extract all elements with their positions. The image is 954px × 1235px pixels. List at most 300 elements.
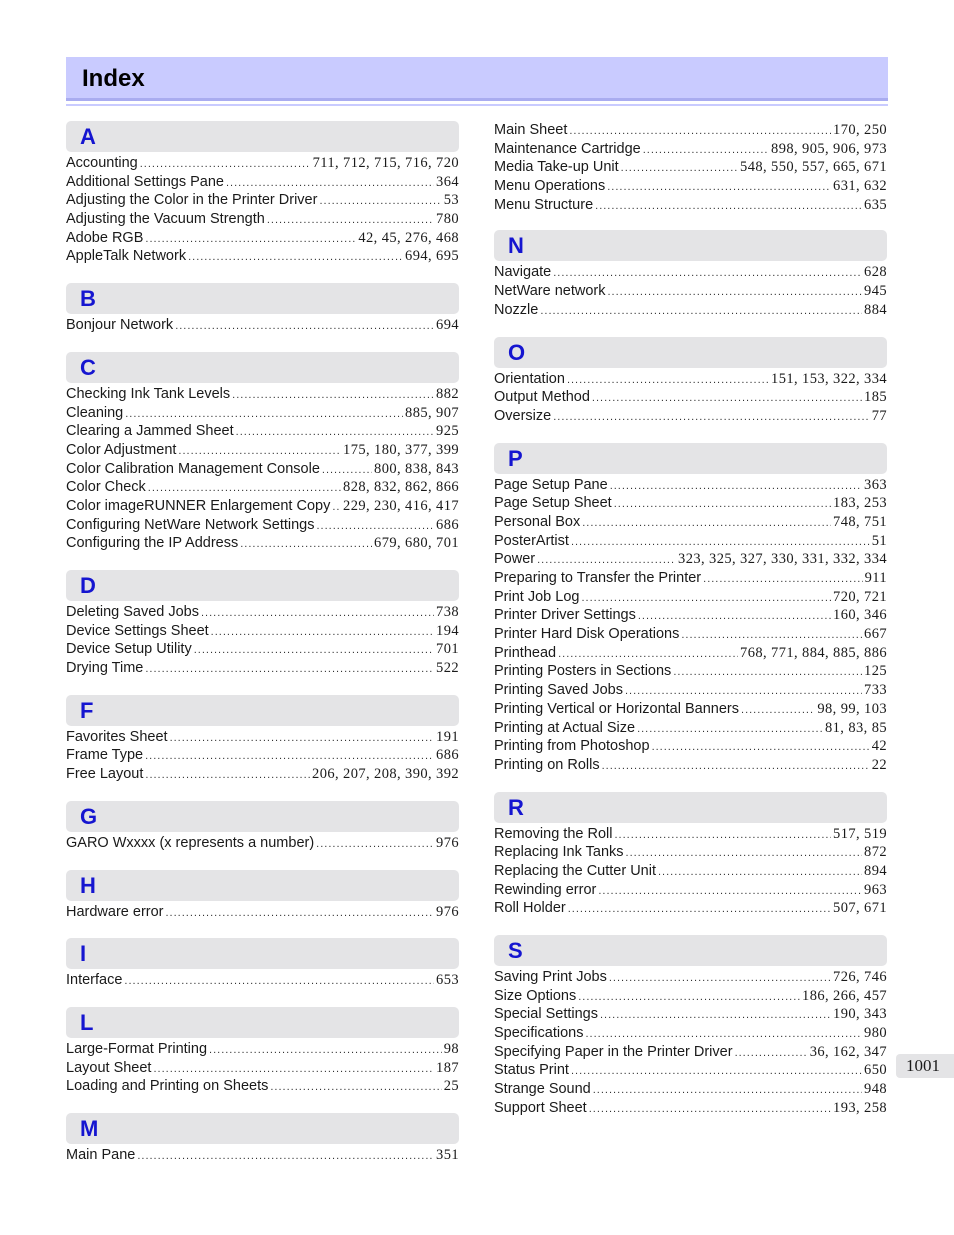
index-term: Adjusting the Vacuum Strength bbox=[66, 211, 265, 228]
index-entry[interactable] bbox=[494, 756, 887, 775]
page-references[interactable]: 81, 83, 85 bbox=[825, 719, 887, 736]
dot-leader bbox=[316, 517, 434, 536]
index-term: Favorites Sheet bbox=[66, 728, 168, 745]
index-entry[interactable] bbox=[66, 316, 459, 335]
index-entry[interactable] bbox=[494, 606, 887, 625]
index-entry[interactable] bbox=[494, 301, 887, 320]
page-references[interactable]: 898, 905, 906, 973 bbox=[771, 140, 887, 157]
index-entry[interactable] bbox=[66, 247, 459, 266]
index-term: Printing on Rolls bbox=[494, 756, 600, 773]
index-entry[interactable] bbox=[66, 460, 459, 479]
index-section bbox=[494, 230, 887, 319]
index-term: NetWare network bbox=[494, 283, 606, 300]
page-references[interactable]: 653 bbox=[436, 972, 459, 989]
index-term: Replacing the Cutter Unit bbox=[494, 862, 656, 879]
page-references[interactable]: 768, 771, 884, 885, 886 bbox=[740, 644, 887, 661]
dot-leader bbox=[232, 386, 434, 405]
index-entry[interactable] bbox=[66, 903, 459, 922]
page-references[interactable]: 894 bbox=[864, 862, 887, 879]
page-references[interactable]: 650 bbox=[864, 1062, 887, 1079]
page-references[interactable]: 925 bbox=[436, 423, 459, 440]
index-section bbox=[66, 283, 459, 335]
dot-leader bbox=[658, 863, 862, 882]
index-entry[interactable] bbox=[494, 862, 887, 881]
page-references[interactable]: 25 bbox=[443, 1078, 459, 1095]
index-term: Nozzle bbox=[494, 301, 539, 318]
dot-leader bbox=[610, 477, 862, 496]
page-references[interactable]: 780 bbox=[436, 211, 459, 228]
dot-leader bbox=[145, 747, 434, 766]
dot-leader bbox=[626, 844, 863, 863]
page-references[interactable]: 980 bbox=[864, 1025, 887, 1042]
index-entry[interactable] bbox=[66, 210, 459, 229]
index-term: Loading and Printing on Sheets bbox=[66, 1078, 269, 1095]
page-references[interactable]: 738 bbox=[436, 604, 459, 620]
index-entry[interactable] bbox=[66, 229, 459, 248]
dot-leader bbox=[607, 178, 831, 197]
dot-leader bbox=[558, 645, 738, 664]
page-references[interactable]: 679, 680, 701 bbox=[374, 535, 459, 552]
dot-leader bbox=[637, 720, 823, 739]
page-references[interactable]: 694, 695 bbox=[405, 248, 459, 265]
page-references[interactable]: 323, 325, 327, 330, 331, 332, 334 bbox=[678, 551, 887, 568]
index-entry[interactable] bbox=[66, 534, 459, 553]
page-references[interactable]: 884 bbox=[864, 301, 887, 318]
index-term: Printhead bbox=[494, 644, 557, 661]
index-term: Printing at Actual Size bbox=[494, 719, 636, 736]
dot-leader bbox=[703, 570, 862, 589]
index-section bbox=[66, 1113, 459, 1165]
page-references[interactable]: 694 bbox=[436, 317, 459, 334]
index-section bbox=[66, 121, 459, 266]
index-term: Menu Operations bbox=[494, 178, 606, 195]
section-letter: A bbox=[80, 124, 96, 149]
index-term: Oversize bbox=[494, 407, 552, 424]
index-entry[interactable] bbox=[66, 1077, 459, 1096]
index-term: Strange Sound bbox=[494, 1081, 591, 1098]
index-entry[interactable] bbox=[66, 441, 459, 460]
index-entry[interactable] bbox=[494, 532, 887, 551]
section-heading bbox=[66, 121, 459, 152]
index-term: Device Settings Sheet bbox=[66, 622, 209, 639]
index-term: Layout Sheet bbox=[66, 1059, 152, 1076]
page-references[interactable]: 351 bbox=[436, 1146, 459, 1163]
index-term: Deleting Saved Jobs bbox=[66, 604, 199, 620]
section-heading bbox=[66, 570, 459, 601]
dot-leader bbox=[567, 371, 769, 390]
page-references[interactable]: 733 bbox=[864, 682, 887, 699]
index-section bbox=[66, 352, 459, 553]
index-term: Clearing a Jammed Sheet bbox=[66, 423, 234, 440]
index-section bbox=[494, 337, 887, 426]
page-references[interactable]: 726, 746 bbox=[833, 969, 887, 985]
dot-leader bbox=[614, 495, 831, 514]
index-section bbox=[494, 121, 887, 214]
dot-leader bbox=[267, 211, 434, 230]
dot-leader bbox=[569, 122, 831, 141]
index-entry[interactable] bbox=[66, 422, 459, 441]
index-column-left bbox=[66, 121, 459, 1182]
page-references[interactable]: 800, 838, 843 bbox=[374, 460, 459, 477]
index-entry[interactable] bbox=[66, 1040, 459, 1059]
index-entry[interactable] bbox=[494, 843, 887, 862]
page-references[interactable]: 507, 671 bbox=[833, 900, 887, 917]
page-references[interactable]: 183, 253 bbox=[833, 495, 887, 512]
index-term: Free Layout bbox=[66, 766, 144, 783]
page-references[interactable]: 175, 180, 377, 399 bbox=[343, 441, 459, 458]
index-term: Frame Type bbox=[66, 747, 144, 764]
index-term: Color Check bbox=[66, 479, 146, 496]
page-references[interactable]: 720, 721 bbox=[833, 588, 887, 605]
index-entry[interactable] bbox=[494, 881, 887, 900]
index-column-right bbox=[494, 121, 887, 1135]
index-term: Status Print bbox=[494, 1062, 569, 1079]
dot-leader bbox=[643, 141, 769, 160]
section-heading bbox=[494, 230, 887, 261]
dot-leader bbox=[170, 729, 434, 748]
index-entry[interactable] bbox=[66, 728, 459, 747]
index-entry[interactable] bbox=[494, 1005, 887, 1024]
dot-leader bbox=[607, 283, 862, 302]
index-entry[interactable] bbox=[494, 550, 887, 569]
page-references[interactable]: 748, 751 bbox=[833, 513, 887, 530]
page-references[interactable]: 911 bbox=[864, 570, 887, 586]
index-section bbox=[66, 801, 459, 853]
index-term: AppleTalk Network bbox=[66, 248, 187, 265]
index-entry[interactable] bbox=[66, 173, 459, 192]
page-references[interactable]: 517, 519 bbox=[833, 825, 887, 842]
index-entry[interactable] bbox=[494, 121, 887, 140]
page-references[interactable]: 364 bbox=[436, 173, 459, 190]
index-entry[interactable] bbox=[494, 719, 887, 738]
page-references[interactable]: 77 bbox=[871, 407, 887, 424]
page-references[interactable]: 872 bbox=[864, 844, 887, 861]
index-header bbox=[66, 57, 888, 101]
section-letter: N bbox=[508, 233, 524, 259]
index-term: Configuring the IP Address bbox=[66, 535, 239, 552]
index-entry[interactable] bbox=[66, 191, 459, 210]
dot-leader bbox=[240, 535, 372, 554]
index-entry[interactable] bbox=[494, 1099, 887, 1118]
page-references[interactable]: 828, 832, 862, 866 bbox=[343, 479, 459, 496]
page-references[interactable]: 963 bbox=[864, 881, 887, 898]
dot-leader bbox=[166, 904, 435, 923]
index-section bbox=[494, 792, 887, 918]
dot-leader bbox=[332, 498, 341, 517]
page-references[interactable]: 53 bbox=[443, 192, 459, 209]
index-entry[interactable] bbox=[66, 659, 459, 678]
index-entry[interactable] bbox=[494, 968, 887, 987]
dot-leader bbox=[319, 192, 441, 211]
section-letter: L bbox=[80, 1009, 94, 1035]
index-term: Navigate bbox=[494, 264, 552, 281]
index-section bbox=[494, 443, 887, 775]
dot-leader bbox=[652, 738, 870, 757]
page-title: Index bbox=[82, 65, 145, 92]
index-term: Bonjour Network bbox=[66, 317, 174, 334]
index-term: Printer Driver Settings bbox=[494, 607, 636, 624]
page-references[interactable]: 945 bbox=[864, 283, 887, 300]
page-references[interactable]: 151, 153, 322, 334 bbox=[771, 370, 887, 387]
section-letter: P bbox=[508, 445, 523, 471]
dot-leader bbox=[568, 900, 831, 919]
index-term: Printer Hard Disk Operations bbox=[494, 626, 680, 643]
dot-leader bbox=[589, 1100, 831, 1119]
dot-leader bbox=[625, 682, 862, 701]
index-entry[interactable] bbox=[494, 1043, 887, 1062]
page-references[interactable]: 635 bbox=[864, 196, 887, 213]
index-term: Additional Settings Pane bbox=[66, 173, 224, 190]
page-references[interactable]: 628 bbox=[864, 264, 887, 281]
dot-leader bbox=[124, 972, 434, 991]
index-term: Cleaning bbox=[66, 404, 124, 421]
section-heading bbox=[66, 1007, 459, 1038]
index-entry[interactable] bbox=[66, 385, 459, 404]
page-references[interactable]: 193, 258 bbox=[833, 1099, 887, 1116]
section-heading bbox=[66, 801, 459, 832]
index-entry[interactable] bbox=[494, 494, 887, 513]
index-entry[interactable] bbox=[494, 158, 887, 177]
section-heading bbox=[66, 283, 459, 314]
section-heading bbox=[494, 443, 887, 474]
index-entry[interactable] bbox=[494, 737, 887, 756]
dot-leader bbox=[194, 641, 434, 660]
page-references[interactable]: 42, 45, 276, 468 bbox=[358, 229, 459, 246]
index-entry[interactable] bbox=[494, 825, 887, 844]
page-references[interactable]: 191 bbox=[436, 728, 459, 745]
page-references[interactable]: 36, 162, 347 bbox=[809, 1043, 887, 1060]
section-letter: G bbox=[80, 803, 98, 829]
dot-leader bbox=[175, 317, 434, 336]
index-term: Printing Saved Jobs bbox=[494, 682, 623, 699]
index-term: Roll Holder bbox=[494, 900, 566, 917]
index-entry[interactable] bbox=[494, 388, 887, 407]
section-heading bbox=[494, 792, 887, 823]
page-references[interactable]: 187 bbox=[436, 1059, 459, 1076]
index-entry[interactable] bbox=[494, 513, 887, 532]
index-term: Color Adjustment bbox=[66, 441, 177, 458]
index-term: Print Job Log bbox=[494, 588, 580, 605]
index-term: Configuring NetWare Network Settings bbox=[66, 516, 315, 533]
index-term: Large-Format Printing bbox=[66, 1040, 208, 1057]
dot-leader bbox=[537, 551, 676, 570]
index-entry[interactable] bbox=[66, 971, 459, 990]
index-term: Special Settings bbox=[494, 1006, 598, 1023]
section-heading bbox=[66, 1113, 459, 1144]
index-term: PosterArtist bbox=[494, 532, 569, 549]
dot-leader bbox=[592, 389, 862, 408]
page-references[interactable]: 42 bbox=[871, 738, 887, 755]
dot-leader bbox=[188, 248, 403, 267]
index-section bbox=[66, 695, 459, 784]
page-references[interactable]: 631, 632 bbox=[833, 178, 887, 195]
dot-leader bbox=[226, 174, 434, 193]
dot-leader bbox=[735, 1044, 808, 1063]
section-heading bbox=[66, 870, 459, 901]
dot-leader bbox=[236, 423, 434, 442]
page-references[interactable]: 160, 346 bbox=[833, 607, 887, 624]
dot-leader bbox=[145, 230, 356, 249]
section-letter: I bbox=[80, 941, 87, 967]
page-references[interactable]: 948 bbox=[864, 1081, 887, 1098]
index-term: Color Calibration Management Console bbox=[66, 460, 320, 477]
page-references[interactable]: 194 bbox=[436, 622, 459, 639]
index-section bbox=[66, 570, 459, 678]
index-term: Printing Posters in Sections bbox=[494, 663, 672, 680]
dot-leader bbox=[673, 663, 862, 682]
page-references[interactable]: 98 bbox=[443, 1040, 459, 1057]
index-term: Interface bbox=[66, 972, 123, 989]
index-entry[interactable] bbox=[66, 478, 459, 497]
page-references[interactable]: 976 bbox=[436, 903, 459, 920]
index-term: Hardware error bbox=[66, 903, 164, 920]
page-references[interactable]: 976 bbox=[436, 834, 459, 851]
index-entry[interactable] bbox=[494, 644, 887, 663]
dot-leader bbox=[145, 660, 434, 679]
page-references[interactable]: 125 bbox=[864, 663, 887, 680]
section-letter: S bbox=[508, 938, 523, 963]
index-term: Power bbox=[494, 551, 536, 568]
index-entry[interactable] bbox=[494, 569, 887, 588]
page-references[interactable]: 522 bbox=[436, 660, 459, 677]
index-term: Main Sheet bbox=[494, 122, 568, 138]
index-entry[interactable] bbox=[66, 603, 459, 622]
index-term: Specifications bbox=[494, 1025, 584, 1042]
page-number-tab bbox=[896, 1054, 954, 1078]
index-term: Size Options bbox=[494, 987, 577, 1004]
dot-leader bbox=[578, 988, 800, 1007]
index-entry[interactable] bbox=[66, 746, 459, 765]
index-entry[interactable] bbox=[494, 1080, 887, 1099]
page-references[interactable]: 363 bbox=[864, 476, 887, 493]
index-entry[interactable] bbox=[494, 662, 887, 681]
section-heading bbox=[66, 695, 459, 726]
index-entry[interactable] bbox=[494, 476, 887, 495]
index-term: Drying Time bbox=[66, 660, 144, 677]
section-letter: O bbox=[508, 339, 526, 365]
index-entry[interactable] bbox=[66, 1059, 459, 1078]
index-entry[interactable] bbox=[66, 640, 459, 659]
index-entry[interactable] bbox=[66, 497, 459, 516]
section-heading bbox=[66, 938, 459, 969]
index-term: Saving Print Jobs bbox=[494, 969, 607, 985]
page-references[interactable]: 170, 250 bbox=[833, 122, 887, 138]
page-number: 1001 bbox=[906, 1056, 940, 1075]
index-entry[interactable] bbox=[66, 516, 459, 535]
index-entry[interactable] bbox=[494, 625, 887, 644]
dot-leader bbox=[145, 766, 310, 785]
dot-leader bbox=[638, 607, 831, 626]
page-references[interactable]: 686 bbox=[436, 516, 459, 533]
index-entry[interactable] bbox=[494, 282, 887, 301]
index-entry[interactable] bbox=[494, 263, 887, 282]
index-term: Rewinding error bbox=[494, 881, 597, 898]
index-term: Support Sheet bbox=[494, 1099, 587, 1116]
dot-leader bbox=[593, 1081, 862, 1100]
page-references[interactable]: 185 bbox=[864, 389, 887, 406]
dot-leader bbox=[270, 1078, 441, 1097]
index-section bbox=[66, 938, 459, 990]
index-entry[interactable] bbox=[494, 987, 887, 1006]
page-references[interactable]: 667 bbox=[864, 626, 887, 643]
page-references[interactable]: 51 bbox=[871, 532, 887, 549]
dot-leader bbox=[137, 1147, 434, 1166]
index-entry[interactable] bbox=[494, 370, 887, 389]
page-references[interactable]: 711, 712, 715, 716, 720 bbox=[312, 155, 459, 171]
page-references[interactable]: 22 bbox=[871, 756, 887, 773]
page-references[interactable]: 206, 207, 208, 390, 392 bbox=[312, 766, 459, 783]
page-references[interactable]: 190, 343 bbox=[833, 1006, 887, 1023]
index-term: Media Take-up Unit bbox=[494, 159, 619, 176]
section-heading bbox=[494, 337, 887, 368]
index-entry[interactable] bbox=[494, 140, 887, 159]
index-entry[interactable] bbox=[494, 588, 887, 607]
index-entry[interactable] bbox=[66, 834, 459, 853]
index-section bbox=[66, 1007, 459, 1096]
index-term: Page Setup Sheet bbox=[494, 495, 612, 512]
dot-leader bbox=[741, 701, 815, 720]
page-references[interactable]: 686 bbox=[436, 747, 459, 764]
index-entry[interactable] bbox=[66, 765, 459, 784]
index-entry[interactable] bbox=[494, 1024, 887, 1043]
index-term: Color imageRUNNER Enlargement Copy bbox=[66, 497, 331, 514]
dot-leader bbox=[602, 757, 870, 776]
index-entry[interactable] bbox=[494, 177, 887, 196]
index-entry[interactable] bbox=[66, 404, 459, 423]
dot-leader bbox=[211, 623, 434, 642]
index-entry[interactable] bbox=[66, 1146, 459, 1165]
index-entry[interactable] bbox=[66, 622, 459, 641]
dot-leader bbox=[621, 159, 738, 178]
page-references[interactable]: 98, 99, 103 bbox=[817, 700, 887, 717]
dot-leader bbox=[600, 1006, 831, 1025]
index-entry[interactable] bbox=[494, 196, 887, 215]
index-entry[interactable] bbox=[494, 700, 887, 719]
dot-leader bbox=[209, 1041, 442, 1060]
index-entry[interactable] bbox=[66, 154, 459, 173]
page-references[interactable]: 548, 550, 557, 665, 671 bbox=[740, 159, 887, 176]
dot-leader bbox=[571, 1062, 862, 1081]
page-references[interactable]: 882 bbox=[436, 385, 459, 402]
dot-leader bbox=[582, 514, 831, 533]
index-entry[interactable] bbox=[494, 407, 887, 426]
index-term: Main Pane bbox=[66, 1146, 136, 1163]
page-references[interactable]: 701 bbox=[436, 641, 459, 658]
dot-leader bbox=[681, 626, 862, 645]
dot-leader bbox=[595, 197, 862, 216]
index-entry[interactable] bbox=[494, 1061, 887, 1080]
page-references[interactable]: 186, 266, 457 bbox=[802, 987, 887, 1004]
dot-leader bbox=[140, 155, 311, 174]
header-underline bbox=[66, 104, 888, 106]
page-references[interactable]: 229, 230, 416, 417 bbox=[343, 497, 459, 514]
page-references[interactable]: 885, 907 bbox=[405, 404, 459, 421]
index-section bbox=[66, 870, 459, 922]
index-term: Menu Structure bbox=[494, 196, 594, 213]
section-letter: R bbox=[508, 794, 524, 820]
index-term: Printing from Photoshop bbox=[494, 738, 650, 755]
section-letter: H bbox=[80, 872, 96, 898]
index-term: Checking Ink Tank Levels bbox=[66, 385, 231, 402]
index-term: Maintenance Cartridge bbox=[494, 140, 641, 157]
index-entry[interactable] bbox=[494, 681, 887, 700]
section-letter: M bbox=[80, 1115, 99, 1141]
index-term: Printing Vertical or Horizontal Banners bbox=[494, 700, 740, 717]
index-term: GARO Wxxxx (x represents a number) bbox=[66, 834, 315, 851]
dot-leader bbox=[148, 479, 341, 498]
dot-leader bbox=[153, 1060, 434, 1079]
index-entry[interactable] bbox=[494, 899, 887, 918]
